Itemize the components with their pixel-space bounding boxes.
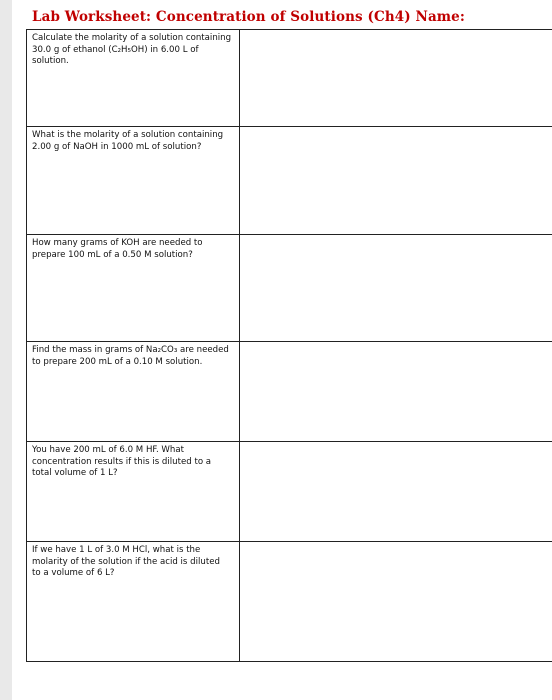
table-row bbox=[27, 542, 552, 662]
answer-cell[interactable] bbox=[240, 442, 552, 542]
question-text: What is the molarity of a solution containing 2.00 g of NaOH in 1000 mL of solution? bbox=[32, 130, 224, 152]
question-cell bbox=[27, 127, 240, 235]
answer-cell[interactable] bbox=[240, 30, 552, 127]
question-cell bbox=[27, 235, 240, 342]
worksheet-page bbox=[12, 0, 552, 700]
worksheet-title: Lab Worksheet: Concentration of Solutions (Ch4) Name: bbox=[32, 9, 465, 25]
question-text: Find the mass in grams of Na₂CO₃ are needed to prepare 200 mL of a 0.10 M solution. bbox=[32, 345, 229, 367]
answer-cell[interactable] bbox=[240, 235, 552, 342]
table-row bbox=[27, 442, 552, 542]
question-cell bbox=[27, 342, 240, 442]
table-row bbox=[27, 235, 552, 342]
table-row bbox=[27, 127, 552, 235]
question-cell bbox=[27, 542, 240, 662]
question-cell bbox=[27, 442, 240, 542]
answer-cell[interactable] bbox=[240, 542, 552, 662]
table-row bbox=[27, 30, 552, 127]
answer-cell[interactable] bbox=[240, 342, 552, 442]
question-text: Calculate the molarity of a solution containing 30.0 g of ethanol (C₂H₅OH) in 6.00 L of solution. bbox=[32, 33, 232, 67]
question-table bbox=[26, 29, 552, 662]
question-text: If we have 1 L of 3.0 M HCl, what is the molarity of the solution if the acid is diluted to a volume of 6 L? bbox=[32, 545, 220, 579]
question-cell bbox=[27, 30, 240, 127]
answer-cell[interactable] bbox=[240, 127, 552, 235]
table-row bbox=[27, 342, 552, 442]
question-text: You have 200 mL of 6.0 M HF. What concentration results if this is diluted to a total volume of 1 L? bbox=[32, 445, 212, 479]
question-text: How many grams of KOH are needed to prepare 100 mL of a 0.50 M solution? bbox=[32, 238, 203, 260]
